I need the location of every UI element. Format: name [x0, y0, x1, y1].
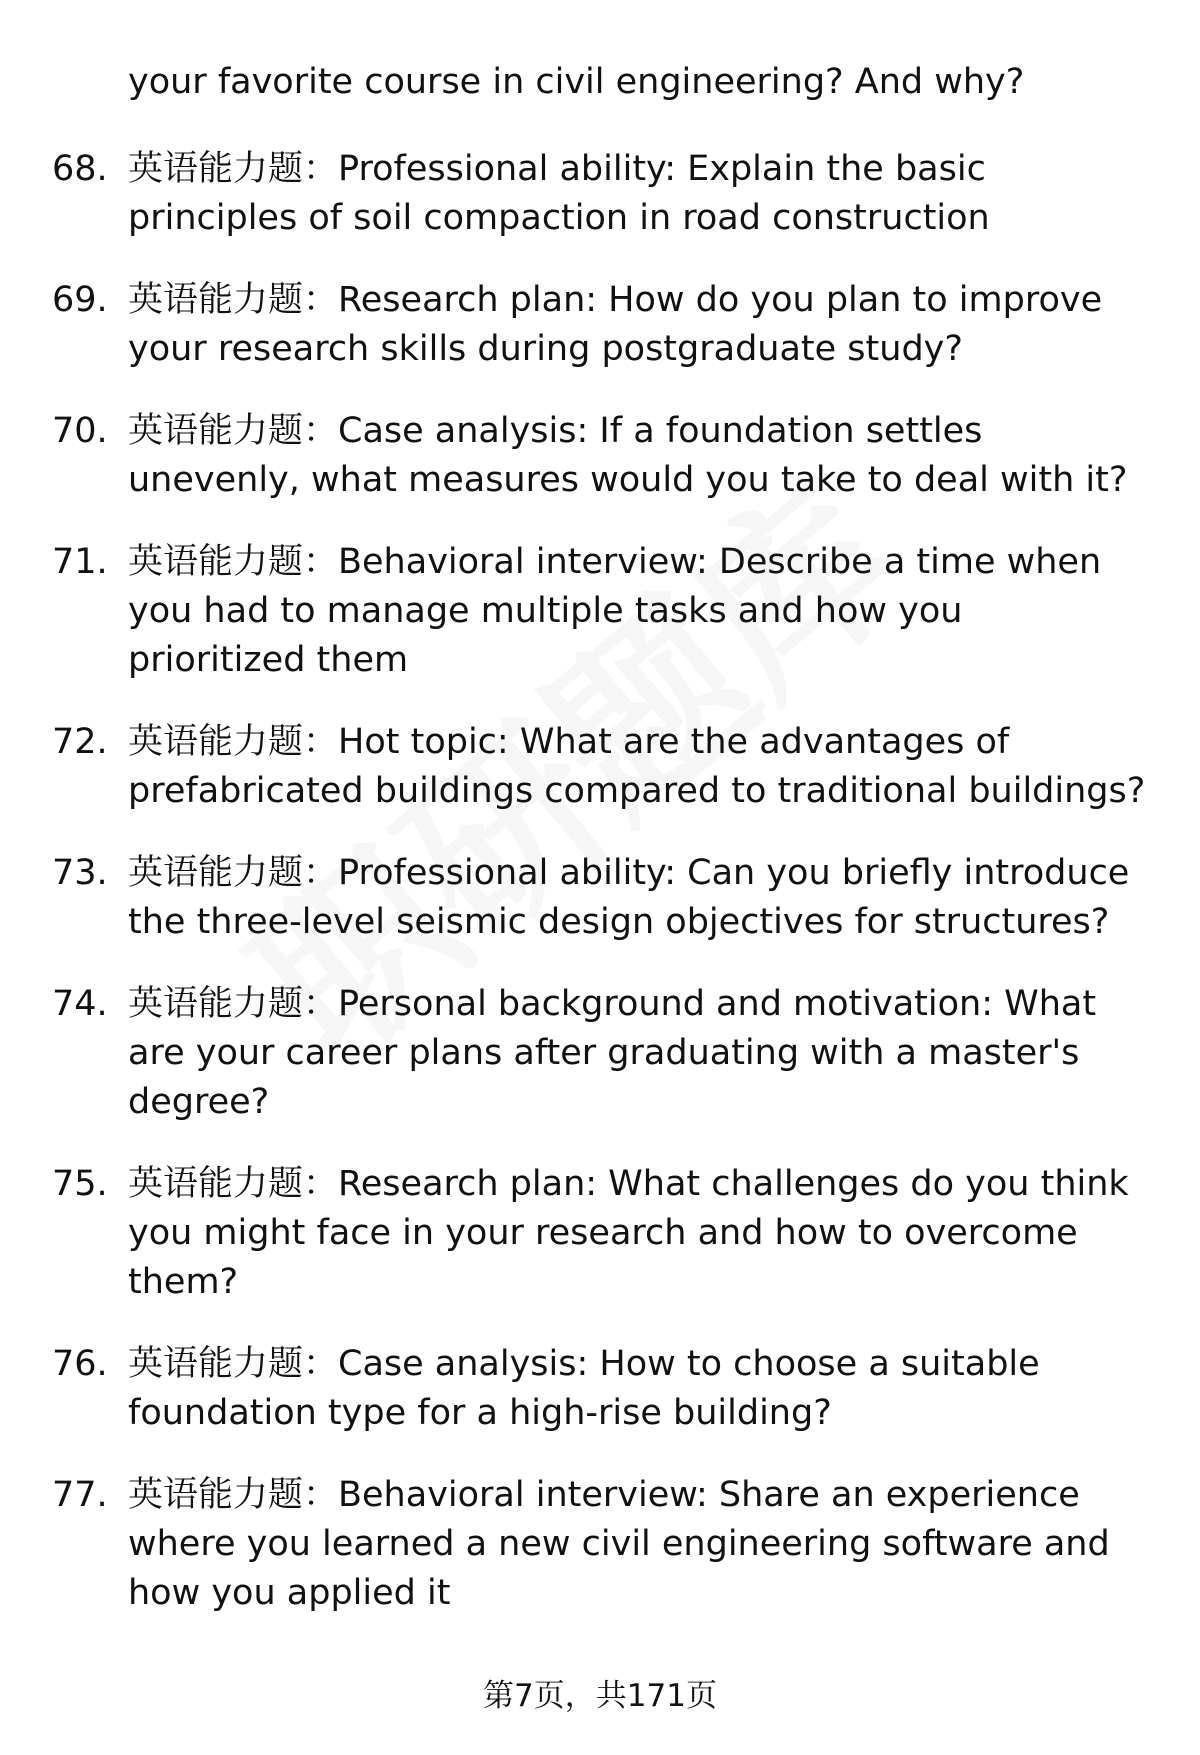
question-item: [0, 538, 1150, 685]
question-tag: 英语能力题：: [128, 542, 339, 582]
question-item: [0, 1340, 1150, 1438]
question-item: [0, 407, 1150, 505]
question-tag: 英语能力题：: [128, 722, 339, 762]
question-tag: 英语能力题：: [128, 1475, 339, 1515]
question-number: 68.: [52, 149, 108, 189]
question-number: 76.: [52, 1344, 108, 1384]
question-text: Research plan: How do you plan to improve your research skills during postgraduate study?: [128, 280, 1103, 369]
question-number: 77.: [52, 1475, 108, 1515]
question-text: Case analysis: If a foundation settles unevenly, what measures would you take to deal with it?: [128, 411, 1128, 500]
question-text: Behavioral interview: Share an experience where you learned a new civil engineering software and how you applied it: [128, 1475, 1110, 1613]
question-item: [0, 980, 1150, 1127]
question-number: 74.: [52, 984, 108, 1024]
page-footer: 第7页，共171页: [483, 1678, 717, 1714]
question-number: 71.: [52, 542, 108, 582]
question-item: [0, 718, 1150, 816]
question-text: Hot topic: What are the advantages of prefabricated buildings compared to traditional buildings?: [128, 722, 1146, 811]
question-tag: 英语能力题：: [128, 280, 339, 320]
question-item: [0, 145, 1150, 243]
question-item: [0, 276, 1150, 374]
question-text: Personal background and motivation: What are your career plans after graduating with a master's degree?: [128, 984, 1097, 1122]
question-list: [0, 145, 1200, 1651]
question-item: [0, 849, 1150, 947]
question-text: Case analysis: How to choose a suitable foundation type for a high-rise building?: [128, 1344, 1040, 1433]
question-item: [0, 1471, 1150, 1618]
question-tag: 英语能力题：: [128, 853, 339, 893]
continuation-text: your favorite course in civil engineering? And why?: [128, 62, 1025, 102]
question-item: [0, 1160, 1150, 1307]
question-number: 69.: [52, 280, 108, 320]
question-tag: 英语能力题：: [128, 149, 339, 189]
question-text: Behavioral interview: Describe a time when you had to manage multiple tasks and how you prioritized them: [128, 542, 1102, 680]
question-text: Professional ability: Can you briefly introduce the three-level seismic design objectives for structures?: [128, 853, 1130, 942]
question-tag: 英语能力题：: [128, 1344, 339, 1384]
question-tag: 英语能力题：: [128, 984, 339, 1024]
question-text: Professional ability: Explain the basic principles of soil compaction in road construction: [128, 149, 990, 238]
question-tag: 英语能力题：: [128, 411, 339, 451]
question-number: 75.: [52, 1164, 108, 1204]
question-number: 73.: [52, 853, 108, 893]
question-tag: 英语能力题：: [128, 1164, 339, 1204]
question-number: 72.: [52, 722, 108, 762]
question-number: 70.: [52, 411, 108, 451]
question-text: Research plan: What challenges do you think you might face in your research and how to overcome them?: [128, 1164, 1129, 1302]
